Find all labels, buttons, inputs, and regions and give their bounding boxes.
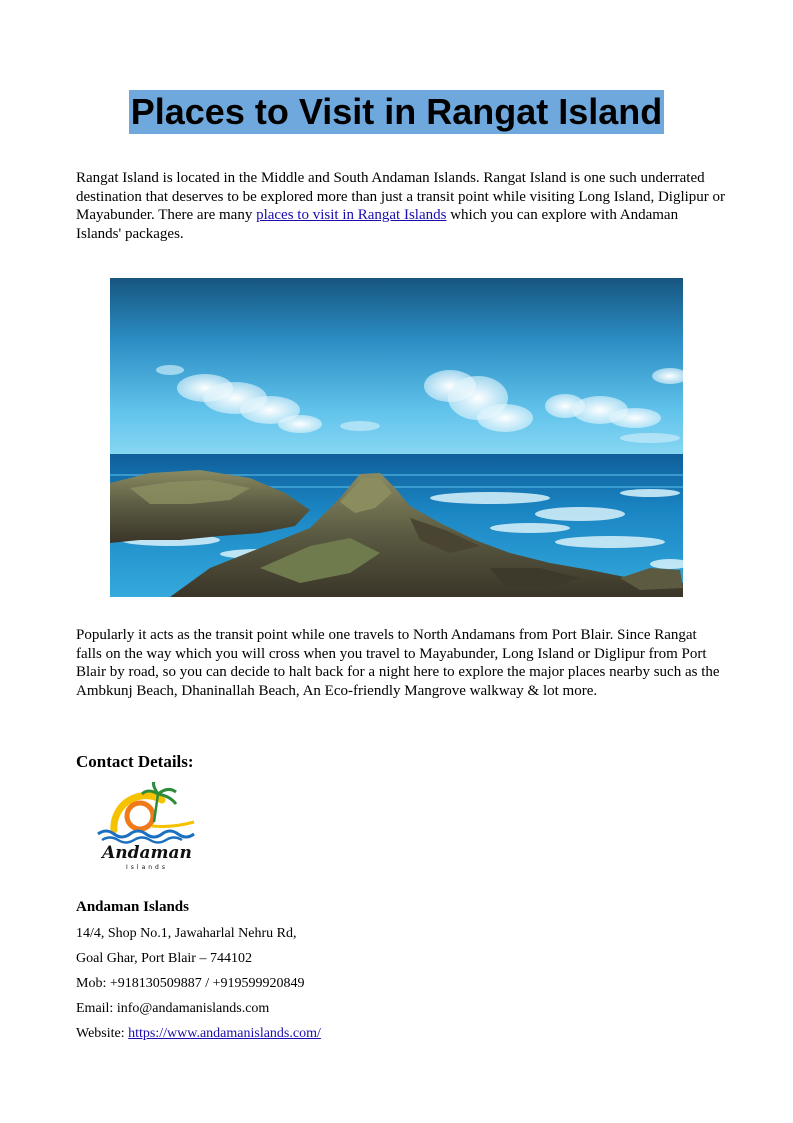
places-link[interactable]: places to visit in Rangat Islands — [256, 207, 447, 224]
website-link[interactable]: https://www.andamanislands.com/ — [128, 1026, 321, 1041]
body-paragraph: Popularly it acts as the transit point while one travels to North Andamans from Port Blair. Since Rangat falls on the way which you will cross when you travel to Mayabunder, Long Island or Diglipur from Port Blair by road, so you can decide to halt back for a night here to explore the major places nearby such as the Ambkunj Beach, Dhaninallah Beach, An Eco-friendly Mangrove walkway & lot more. — [76, 627, 720, 699]
email-address: Email: info@andamanislands.com — [76, 1001, 270, 1016]
svg-text:Islands: Islands — [126, 864, 168, 871]
intro-text-start: Rangat Island is located in the Middle and South Andaman Islands. Rangat Island is one such underrated destination that deserves to be explored more than just a transit point while visiting Long Island, Diglipur or Mayabunder. There are many — [76, 170, 726, 224]
andaman-islands-logo — [92, 782, 202, 874]
page-title: Places to Visit in Rangat Island — [130, 91, 663, 132]
contact-heading: Contact Details: — [76, 752, 194, 771]
mobile-numbers: Mob: +918130509887 / +919599920849 — [76, 976, 305, 991]
company-name: Andaman Islands — [76, 899, 189, 915]
address-line-2: Goal Ghar, Port Blair – 744102 — [76, 951, 252, 966]
website-line — [76, 1026, 321, 1042]
website-label: Website: — [76, 1026, 129, 1041]
rocky-seashore-photo — [110, 278, 683, 597]
intro-text-end: which you can explore with Andaman Islands' packages. — [76, 207, 679, 242]
svg-text:Andaman: Andaman — [102, 843, 192, 863]
address-line-1: 14/4, Shop No.1, Jawaharlal Nehru Rd, — [76, 926, 297, 941]
intro-paragraph — [76, 169, 726, 243]
title-container — [0, 90, 793, 134]
